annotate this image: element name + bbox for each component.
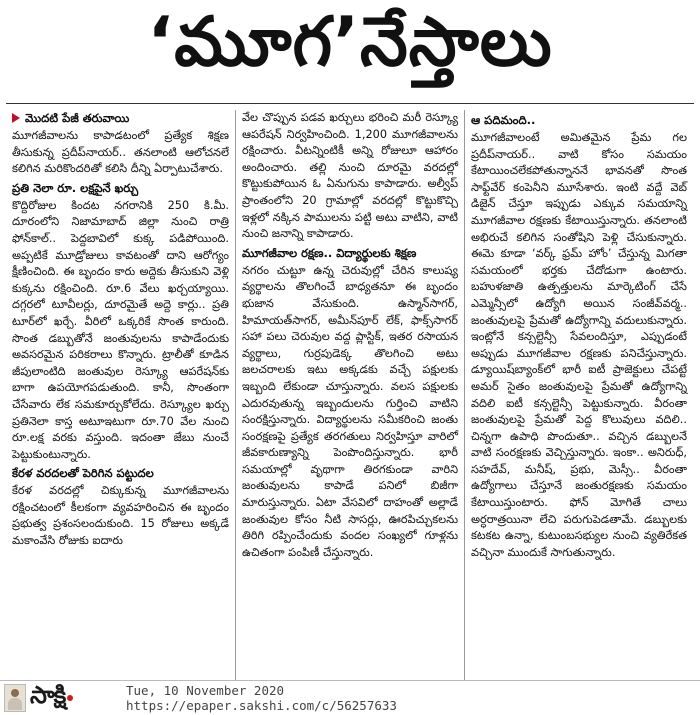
sakshi-logo[interactable] [4,683,122,713]
article-columns [6,110,694,680]
subheading: మూగజీవాల రక్షణ.. విద్యార్థులకు శిక్షణ [242,245,417,260]
column-2 [235,110,464,680]
article-paragraph: కొద్దిరోజుల కిందట నగరానికి 250 కి.మీ. దూరంలోని నిజామాబాద్ జిల్లా నుంచి రాత్రి ఫోన్‌కాల్.. పెద్దబావిలో కుక్క పడిపోయింది. అప్పటికే మూడ్రోజులు కావటంతో దాని ఆరోగ్యం క్షీణించింది. ఈ బృందం కారు అద్దెకు తీసుకుని వెళ్లి కుక్కను రక్షించింది. రూ.6 వేలు ఖర్చయ్యాయి. దగ్గరలో టూవీలర్లు, దూరమైతే అద్దె కార్లు.. ప్రతి టూర్‌లో ఖర్చే. వీరిలో ఒక్కరికే సొంత కారుంది. సొంత డబ్బుతోనే జంతువులను కాపాడేందుకు అవసరమైన పరికరాలు కొన్నారు. ట్రాలీతో కూడిన జీపులాంటిది జంతువుల రెస్క్యూ ఆపరేషన్‌కు బాగా ఉపయోగపడుతుంది. కానీ, సొంతంగా చేసేవారు లేక సమకూర్చుకోలేదు. రెస్క్యూల ఖర్చు ప్రతినెలా కాస్త అటూఇటుగా రూ.70 వేల నుంచి రూ.లక్ష వరకు వస్తుంది. ఇదంతా జేబు నుంచే పెట్టుకుంటున్నారు. [12,198,229,461]
edition-date: Tue, 10 November 2020 [126,683,285,698]
article-paragraph: మూగజీవాలంటే అమితమైన ప్రేమ గల ప్రదీప్‌నాయర్.. వాటి కోసం సమయం కేటాయించలేకపోతున్నాననే భావనతో సొంత సాఫ్ట్‌వేర్ కంపెనీని మూసేశారు. ఇంటి వద్దే వెబ్ డిజైన్ చేస్తూ ఇప్పుడు ఎక్కువ సమయాన్ని మూగజీవాల రక్షణకు కేటాయిస్తున్నారు. తనలాంటి అభిరుచే కలిగిన సంతోషిని పెళ్లి చేసుకున్నారు. ఈమె కూడా ‘వర్క్ ఫ్రమ్ హోం’ చేస్తున్న మిగతా సమయంలో భర్తకు చేదోడుగా ఉంటారు. బహుళజాతి ఉత్పత్తులను మార్కెటింగ్ చేసే ఎమ్మెన్సీలో ఉద్యోగి అయిన సంజీవ్‌వర్మ.. జంతువులపై ప్రేమతో ఉద్యోగాన్ని వదులుకున్నారు. ఇంట్లోనే కన్సల్టెన్సీ సేవలందిస్తూ, ఎప్పుడంటే అప్పుడు మూగజీవాల రక్షణకు పనిచేస్తున్నారు. డ్యూయిష్‌బ్యాంక్‌లో భారీ ఐటీ ప్రాజెక్టులు చేపట్టే అమర్ సైతం జంతువులపై ప్రేమతో ఉద్యోగాన్ని వదిలి ఐటీ కన్సల్టెన్సీ పెట్టుకున్నారు. వీరంతా జంతువులపై ప్రేమతో పెద్ద కొలువులు వదిలి.. చిన్నగా ఉపాధి పొందుతూ.. వచ్చిన డబ్బులనే వాటి సంరక్షణకు వెచ్చిస్తున్నారు. ఇంకా.. అనిరుధ్, సహదేవ్, మనీష్, ప్రభు, మెస్సీ.. వీరంతా ఉద్యోగాలు చేస్తూనే జంతురక్షణకు సమయం కేటాయిస్తుంటారు. ఫోన్ మోగితే చాలు అర్ధరాత్రయినా లేచి పరుగుపెడతామే. డబ్బులకు కటకట ఉన్నా, కుటుంబసభ్యుల నుంచి వ్యతిరేకత వచ్చినా ముందుకే సాగుతున్నారు. [471,131,687,559]
article-paragraph: కేరళ వరదల్లో చిక్కుకున్న మూగజీవాలను రక్షించటంలో కీలకంగా వ్యవహరించిన ఈ బృందం ప్రభుత్వ ప్రశంసలందుకుంది. 15 రోజులు అక్కడే మకాంవేసి రోజుకు ఐదారు [12,484,229,548]
article-paragraph: నగరం చుట్టూ ఉన్న చెరువుల్లో చేరిన కాలుష్య వ్యర్థాలను తొలగించే బాధ్యతనూ ఈ బృందం భుజాన వేసుకుంది. ఉస్మాన్‌సాగర్, హిమాయత్‌సాగర్, అమీన్‌పూర్ లేక్, ఫాక్స్‌సాగర్ సహా పలు చెరువుల వద్ద ప్లాస్టిక్, ఇతర రసాయన వ్యర్థాలు, గుర్రపుడెక్క తొలగించి అటు జలచరాలకు ఇటు అక్కడకు వచ్చే పక్షులకు ఇబ్బంది లేకుండా చూస్తున్నారు. వలస పక్షులకు ఎదురవుతున్న ఇబ్బందులను గుర్తించి వాటిని సంరక్షిస్తున్నారు. విద్యార్థులను సమీకరించి జంతు సంరక్షణపై ప్రత్యేక తరగతులు నిర్వహిస్తూ వారిలో జీవకారుణ్యాన్ని పెంపొందిస్తున్నారు. భారీ సమయాల్లో వృథాగా తిరగకుండా వారిని జంతువులను కాపాడే పనిలో బిజీగా మారుస్తున్నారు. ఏటా వేసవిలో దాహంతో అల్లాడే జంతువుల కోసం నీటి సాసర్లు, ఊరపిచ్చుకలను తిరిగి రప్పించేందుకు వందల సంఖ్యలో గూళ్లను ఉచితంగా పంపిణీ చేస్తున్నారు. [242,263,458,559]
footer [0,680,700,715]
subheading: కేరళ వరదలతో పెరిగిన పట్టుదల [12,466,154,481]
article-paragraph: వేల చొప్పున పడవ ఖర్చులు భరించి మరీ రెస్క్యూ ఆపరేషన్ నిర్వహించింది. 1,200 మూగజీవాలను రక్షించారు. వీటన్నింటికీ అన్ని రోజులూ ఆహారం అందించారు. తల్లి నుంచి దూరమై వరదల్లో కొట్టుకుపోయిన ఓ ఏనుగును కాపాడారు. అల్వీప్ ప్రాంతంలోని 20 గ్రామాల్లో వరదల్లో కొట్టుకొచ్చి ఇళ్లలో నక్కిన పాములను పట్టి అటు వాటిని, వాటి నుంచి జనాన్ని కాపాడారు. [242,111,458,241]
subheading: ఆ పదిమంది.. [471,113,536,127]
continued-from-label: మొదటి పేజీ తరువాయి [12,110,229,127]
subheading: ప్రతి నెలా రూ. లక్షపైనే ఖర్చు [12,180,139,195]
article-paragraph: మూగజీవాలను కాపాడటంలో ప్రత్యేక శిక్షణ తీసుకున్న ప్రదీప్‌నాయర్.. తనలాంటి ఆలోచనలే కలిగిన మరికొందరితో కలిసి దీన్ని ఏర్పాటుచేశారు. [12,129,229,176]
brand-name: సాక్షి [30,681,66,709]
continued-arrow-icon [12,113,20,123]
article-url[interactable]: https://epaper.sakshi.com/c/56257633 [126,698,397,713]
column-3 [464,110,693,680]
edition-meta [126,683,397,713]
brand-dot-icon [67,695,73,701]
headline-rule [6,103,694,104]
headline: ‘మూగ’నేస్తాలు [147,2,553,82]
column-1 [6,110,235,680]
founder-portrait-icon [4,684,26,712]
